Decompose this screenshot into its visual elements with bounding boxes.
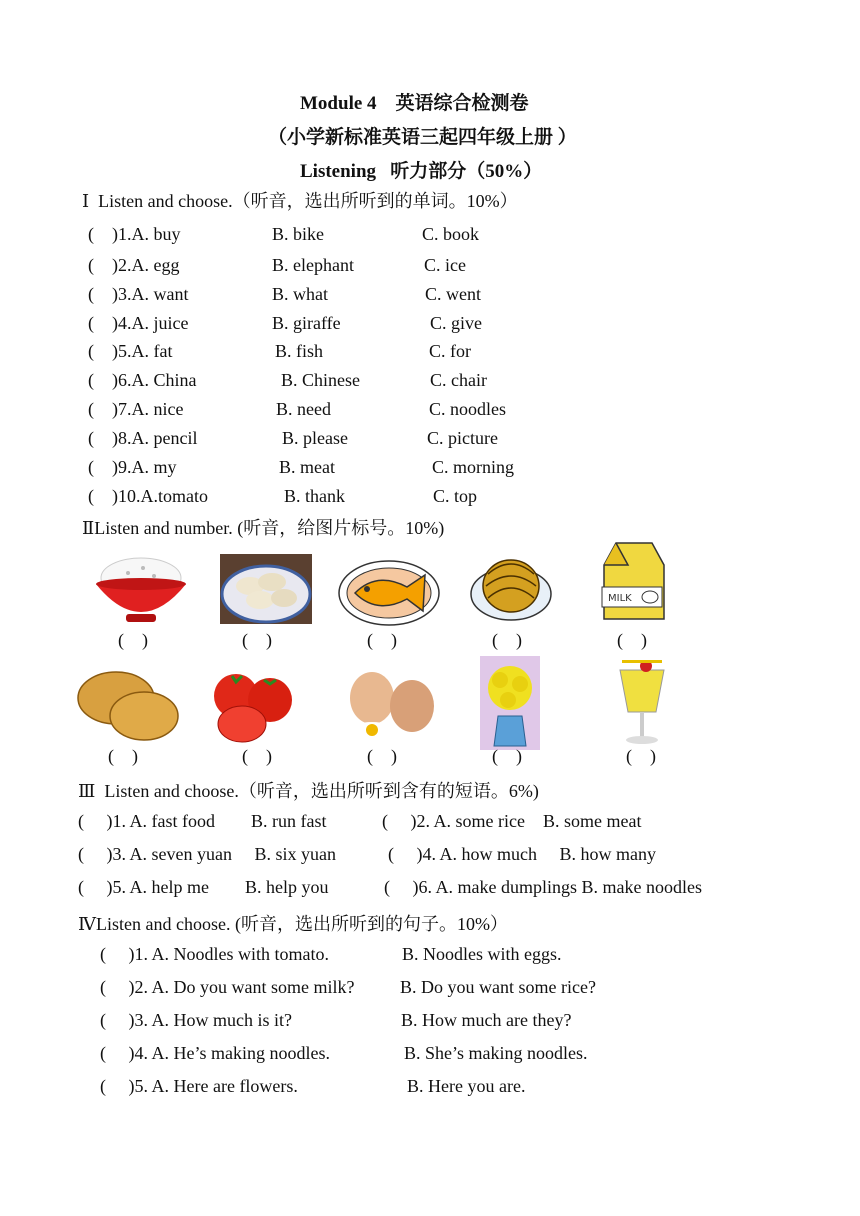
eggs-icon [338,668,442,744]
question-a: ( )3. A. How much is it? [100,1010,292,1030]
option-c: C. ice [424,255,466,275]
list-item: ( )2. A. some rice B. some meat [382,811,642,831]
question-a: ( )3.A. want [88,284,189,304]
answer-blank[interactable]: ( ) [108,746,138,766]
option-b: B. meat [279,457,335,477]
option-c: C. noodles [429,399,507,419]
list-item: ( )4. A. how much B. how many [388,844,656,864]
option-c: C. morning [432,457,515,477]
question-a: ( )5.A. fat [88,341,173,361]
juice-glass-icon [610,656,674,748]
option-c: C. book [422,224,480,244]
option-b: B. bike [272,224,324,244]
answer-blank[interactable]: ( ) [367,630,397,650]
page-subtitle: （小学新标准英语三起四年级上册 ） [268,127,577,148]
list-item: ( )1. A. fast food B. run fast [78,811,327,831]
question-a: ( )10.A.tomato [88,486,208,506]
svg-text:MILK: MILK [608,593,632,604]
question-a: ( )4. A. He’s making noodles. [100,1043,330,1063]
list-item: ( )6. A. make dumplings B. make noodles [384,877,702,897]
listening-heading: Listening 听力部分（50%） [300,161,543,182]
dumplings-icon [220,554,312,624]
question-a: ( )1. A. Noodles with tomato. [100,944,329,964]
answer-blank[interactable]: ( ) [492,746,522,766]
question-a: ( )2.A. egg [88,255,180,275]
option-b: B. How much are they? [401,1010,572,1030]
answer-blank[interactable]: ( ) [367,746,397,766]
answer-blank[interactable]: ( ) [617,630,647,650]
list-item: ( )5. A. help me B. help you [78,877,329,897]
answer-blank[interactable]: ( ) [242,746,272,766]
option-b: B. Here you are. [407,1076,526,1096]
section1-heading: Ⅰ Listen and choose.（听音，选出所听到的单词。10%） [82,191,518,211]
page-title: Module 4 英语综合检测卷 [300,93,529,114]
option-c: C. went [425,284,481,304]
rice-bowl-icon [88,548,194,628]
option-b: B. what [272,284,328,304]
question-a: ( )9.A. my [88,457,177,477]
question-a: ( )4.A. juice [88,313,189,333]
option-b: B. fish [275,341,324,361]
fish-plate-icon [337,553,441,629]
option-b: B. Noodles with eggs. [402,944,562,964]
option-c: C. for [429,341,471,361]
section2-heading: ⅡListen and number. (听音，给图片标号。10%) [82,518,445,538]
option-b: B. elephant [272,255,354,275]
option-b: B. thank [284,486,345,506]
question-a: ( )7.A. nice [88,399,184,419]
question-a: ( )8.A. pencil [88,428,198,448]
option-c: C. top [433,486,478,506]
option-b: B. Chinese [281,370,360,390]
option-c: C. chair [430,370,487,390]
answer-blank[interactable]: ( ) [492,630,522,650]
answer-blank[interactable]: ( ) [626,746,656,766]
list-item: ( )3. A. seven yuan B. six yuan [78,844,336,864]
option-b: B. please [282,428,348,448]
question-a: ( )2. A. Do you want some milk? [100,977,355,997]
option-c: C. give [430,313,482,333]
noodles-icon [468,544,554,628]
milk-carton-icon [596,537,672,623]
question-a: ( )1.A. buy [88,224,181,244]
option-b: B. Do you want some rice? [400,977,596,997]
option-c: C. picture [427,428,498,448]
potatoes-icon [76,666,180,744]
flowers-icon [480,656,540,750]
answer-blank[interactable]: ( ) [118,630,148,650]
section3-heading: Ⅲ Listen and choose.（听音，选出所听到含有的短语。6%) [78,781,539,801]
section4-heading: ⅣListen and choose. (听音，选出所听到的句子。10%） [78,914,508,934]
option-b: B. She’s making noodles. [404,1043,588,1063]
question-a: ( )5. A. Here are flowers. [100,1076,298,1096]
answer-blank[interactable]: ( ) [242,630,272,650]
option-b: B. giraffe [272,313,341,333]
tomatoes-icon [206,666,298,748]
option-b: B. need [276,399,331,419]
question-a: ( )6.A. China [88,370,197,390]
